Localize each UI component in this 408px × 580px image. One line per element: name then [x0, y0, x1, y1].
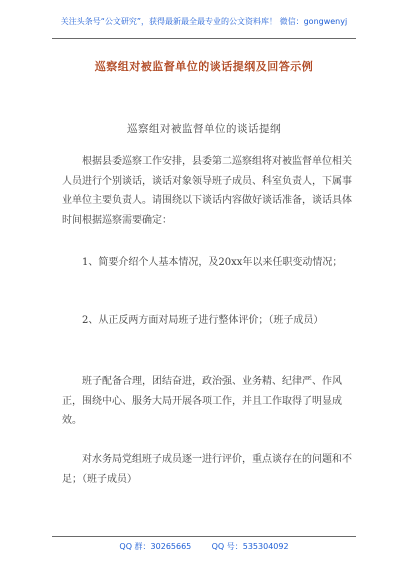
header-divider	[52, 38, 356, 39]
paragraph-intro: 根据县委巡察工作安排，县委第二巡察组将对被监督单位相关人员进行个别谈话，谈话对象领导班子成员、科室负责人，下属事业单位主要负责人。请围绕以下谈话内容做好谈话准备，谈话具体时间根据巡察需要确定：	[62, 156, 352, 226]
footer-divider	[52, 536, 356, 537]
paragraph-item-1: 1、简要介绍个人基本情况，及20xx年以来任职变动情况；	[82, 257, 343, 268]
banner-text: 关注头条号“公文研究”，获得最新最全最专业的公文资料库！ 微信：gongwenyj	[60, 17, 348, 26]
paragraph-member-review: 对水务局党组班子成员逐一进行评价，重点谈存在的问题和不足；（班子成员）	[62, 454, 352, 485]
paragraph-item-2: 2、从正反两方面对局班子进行整体评价；（班子成员）	[82, 315, 324, 326]
top-banner	[0, 0, 408, 32]
document-title: 巡察组对被监督单位的谈话提纲及回答示例	[94, 60, 314, 73]
section-title: 巡察组对被监督单位的谈话提纲	[127, 123, 281, 135]
footer-contact: QQ 群：30265665 QQ 号：535304092	[119, 542, 289, 551]
paragraph-evaluation: 班子配备合理，团结奋进，政治强、业务精、纪律严、作风正，围绕中心、服务大局开展各项工作，并且工作取得了明显成效。	[62, 376, 342, 426]
